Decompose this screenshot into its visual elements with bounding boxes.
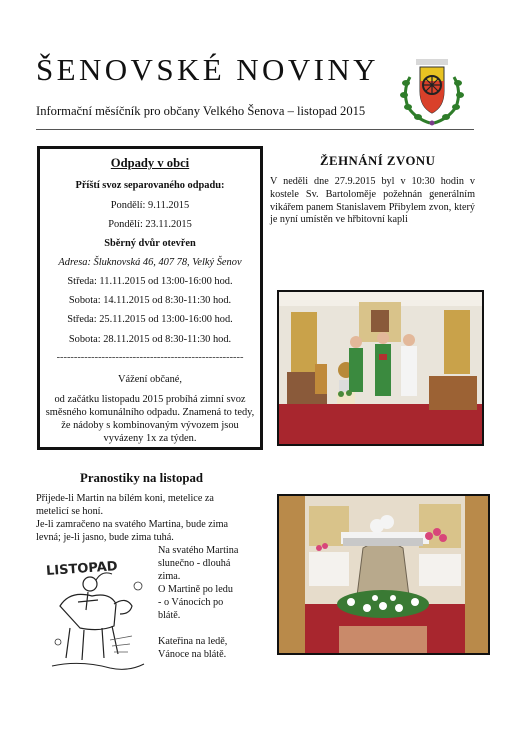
- saying-line: O Martině po ledu: [158, 584, 233, 595]
- doodle-caption: LISTOPAD: [45, 559, 119, 580]
- yard-label: Sběrný dvůr otevřen: [104, 238, 196, 249]
- sayings-left-text: [36, 492, 260, 544]
- saying-line: Vánoce na blátě.: [158, 649, 227, 660]
- saying-line: levná; je-li jasno, bude zima tuhá.: [36, 532, 174, 543]
- st-martin-doodle-icon: [40, 556, 152, 680]
- decorated-bell-photo: [277, 494, 490, 655]
- notice-greeting: Vážení občané,: [117, 374, 183, 385]
- ceremony-photo: [277, 290, 484, 446]
- saying-line: - o Vánocích po: [158, 597, 224, 608]
- yard-hours: Středa: 25.11.2015 od 13:00-16:00 hod.: [67, 314, 233, 325]
- yard-hours: Sobota: 14.11.2015 od 8:30-11:30 hod.: [68, 295, 232, 306]
- bell-article-title: ŽEHNÁNÍ ZVONU: [320, 154, 436, 168]
- header-divider: [36, 129, 474, 130]
- saying-line: Na svatého Martina: [158, 545, 239, 556]
- sayings-title: Pranostiky na listopad: [80, 471, 204, 485]
- municipal-crest-icon: [398, 57, 466, 127]
- saying-line: zima.: [158, 571, 181, 582]
- saying-line: Je-li zamračeno na svatého Martina, bude zima: [36, 519, 229, 530]
- winter-pickup-notice: od začátku listopadu 2015 probíhá zimní svoz směsného komunálního odpadu. Znamená to tedy, že nádoby s kombinovaným vývozem jsou vyvázeny 1x za týden.: [45, 394, 255, 444]
- sayings-right-text: [158, 544, 262, 661]
- newspaper-subtitle: Informační měsíčník pro občany Velkého Šenova – listopad 2015: [36, 104, 366, 118]
- saying-line: metelicí se honí.: [36, 506, 104, 517]
- saying-line: blátě.: [158, 610, 181, 621]
- box-separator: ------------------------------------------------------: [56, 352, 244, 363]
- bell-article-body: V neděli dne 27.9.2015 byl v 10:30 hodin v kostele Sv. Bartoloměje požehnán generálním vikářem panem Stanislavem Přibylem zvon, který je nyní umístěn ve hřbitovní kapli: [270, 176, 475, 226]
- waste-info-box: [37, 146, 263, 450]
- pickup-date: Pondělí: 23.11.2015: [108, 219, 192, 230]
- yard-hours: Sobota: 28.11.2015 od 8:30-11:30 hod.: [68, 334, 232, 345]
- saying-line: Kateřina na ledě,: [158, 636, 228, 647]
- yard-hours: Středa: 11.11.2015 od 13:00-16:00 hod.: [67, 276, 233, 287]
- newspaper-title: ŠENOVSKÉ NOVINY: [36, 52, 379, 87]
- pickup-date: Pondělí: 9.11.2015: [110, 200, 190, 211]
- waste-heading: Odpady v obci: [110, 156, 190, 170]
- saying-gap: [158, 622, 262, 635]
- saying-line: slunečno - dlouhá: [158, 558, 231, 569]
- yard-address: Adresa: Šluknovská 46, 407 78, Velký Šenov: [58, 257, 242, 268]
- saying-line: Přijede-li Martin na bílém koni, metelice za: [36, 493, 214, 504]
- next-pickup-label: Příští svoz separovaného odpadu:: [75, 180, 225, 191]
